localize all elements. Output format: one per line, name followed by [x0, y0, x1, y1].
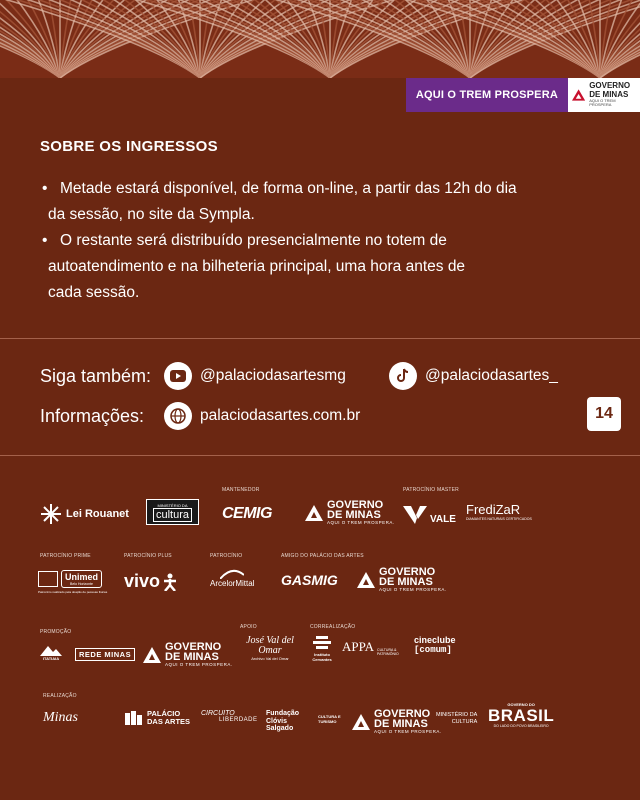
palacio-das-artes-logo — [125, 710, 190, 726]
gasmig-logo: GASMIG — [281, 572, 338, 588]
gov-sub: AQUI O TREM PROSPERA. — [165, 662, 233, 667]
minas-triangle-icon — [305, 505, 323, 521]
info-row — [40, 402, 360, 430]
unimed-note: Patrocínio realizado pela doação de pessoas físicas — [38, 590, 108, 594]
circuito-liberdade-logo — [201, 710, 258, 723]
governo-minas-logo — [143, 642, 233, 667]
minas-triangle-icon — [572, 89, 585, 101]
website-url: palaciodasartes.com.br — [200, 407, 361, 424]
unimed-logo — [38, 570, 107, 594]
youtube-handle: @palaciodasartesmg — [200, 367, 346, 384]
arcelormittal-logo — [210, 569, 254, 588]
brasil-sub: DO LADO DO POVO BRASILEIRO — [493, 724, 549, 728]
ministerio-cultura-logo — [436, 712, 477, 726]
caption-mantenedor: MANTENEDOR — [222, 487, 260, 493]
cineclube-logo — [414, 635, 456, 655]
youtube-icon — [164, 362, 192, 390]
caption-patrocinio: PATROCÍNIO — [210, 553, 243, 559]
gov-line2: DE MINAS — [165, 651, 219, 663]
bullet-1-line-2: da sessão, no site da Sympla. — [48, 206, 255, 223]
gov-line1: GOVERNO — [327, 499, 384, 511]
gov-line1: GOVERNO — [374, 708, 431, 720]
appa-sub: CULTURA & PATRIMÔNIO — [377, 648, 399, 656]
website-link[interactable] — [164, 402, 360, 430]
gov-line1: GOVERNO — [379, 566, 436, 578]
tiktok-icon — [389, 362, 417, 390]
youtube-link[interactable] — [164, 362, 389, 390]
minas-triangle-icon — [357, 572, 375, 588]
vivo-figure-icon — [163, 573, 177, 591]
minist-line1: MINISTÉRIO DA — [436, 712, 478, 718]
cervantes-icon — [313, 636, 331, 652]
gov-sub: AQUI O TREM PROSPERA. — [379, 587, 447, 592]
circuito-line2: LIBERDADE — [219, 717, 258, 723]
caption-master: PATROCÍNIO MASTER — [403, 487, 459, 493]
gov-line2: DE MINAS — [589, 89, 629, 99]
brand-tagline: AQUI O TREM PROSPERA — [406, 78, 568, 112]
itatiaia-logo — [40, 644, 62, 661]
arcelor-text: ArcelorMittal — [210, 579, 255, 588]
governo-minas-logo — [352, 709, 442, 734]
governo-brasil-logo — [488, 702, 554, 728]
comum-text: [comum] — [414, 645, 452, 655]
val-del-omar-text: José Val del Omar — [246, 635, 294, 656]
brand-bar — [406, 78, 640, 112]
val-del-omar-logo — [240, 636, 300, 661]
gov-line2: DE MINAS — [327, 509, 381, 521]
arcelor-swoosh-icon — [220, 569, 244, 579]
vale-logo — [403, 504, 456, 525]
gov-sub: AQUI O TREM PROSPERA — [589, 98, 616, 108]
caption-prime: PATROCÍNIO PRIME — [40, 553, 91, 559]
ministerio-cultura-logo — [146, 499, 199, 525]
caption-plus: PATROCÍNIO PLUS — [124, 553, 172, 559]
governo-minas-logo — [357, 567, 447, 592]
tiktok-handle: @palaciodasartes_ — [425, 367, 558, 384]
appa-logo — [342, 638, 407, 656]
itatiaia-mountain-icon — [40, 644, 62, 656]
governo-minas-logo — [305, 500, 395, 525]
val-del-omar-sub: Archivo Val del Omar — [251, 656, 289, 661]
brasil-top: GOVERNO DO — [507, 702, 535, 707]
section-title: SOBRE OS INGRESSOS — [40, 138, 218, 155]
bullet-2-line-3: cada sessão. — [48, 284, 140, 301]
globe-icon — [164, 402, 192, 430]
cervantes-text: Instituto Cervantes — [312, 652, 332, 662]
gov-line2: DE MINAS — [374, 718, 428, 730]
gov-sub: AQUI O TREM PROSPERA. — [327, 520, 395, 525]
minas-triangle-icon — [143, 647, 161, 663]
caption-apoio: APOIO — [240, 624, 257, 630]
clovis-line2: Clóvis — [266, 717, 288, 725]
fundacao-clovis-salgado-logo — [266, 710, 299, 733]
fredizar-text: FrediZaR — [466, 502, 521, 517]
caption-promocao: PROMOÇÃO — [40, 629, 72, 635]
circuito-line1: CIRCUITO — [201, 710, 235, 717]
palacio-line2: DAS ARTES — [147, 717, 191, 726]
bullet-2-line-1: • O restante será distribuído presencialmente no totem de — [60, 232, 447, 249]
gov-sub: AQUI O TREM PROSPERA. — [374, 729, 442, 734]
brasil-text: BRASIL — [488, 706, 555, 725]
cemig-logo: CEMIG — [222, 505, 272, 522]
cineclube-text: cineclube — [414, 635, 456, 645]
sponsor-logos — [0, 470, 640, 790]
unimed-text: Unimed — [65, 572, 99, 582]
vivo-logo — [124, 571, 177, 592]
list-item — [40, 176, 580, 228]
lei-rouanet-logo — [40, 503, 129, 525]
palacio-icon — [125, 711, 143, 725]
tiktok-link[interactable] — [389, 362, 558, 390]
cultura-text: cultura — [153, 508, 192, 522]
palacio-line1: PALÁCIO — [147, 709, 181, 718]
vale-v-icon — [403, 506, 427, 524]
divider-top — [0, 338, 640, 339]
gov-line1: GOVERNO — [589, 81, 631, 91]
lei-rouanet-text: Lei Rouanet — [66, 508, 129, 520]
rede-minas-logo: REDE MINAS — [75, 648, 135, 661]
minas-logo: Minas — [43, 710, 78, 725]
appa-text: APPA — [342, 639, 375, 654]
itatiaia-text: ITATIAIA — [42, 656, 60, 661]
cervantes-logo — [307, 636, 337, 662]
page-number: 14 — [587, 397, 621, 431]
list-item — [40, 228, 580, 306]
minas-triangle-icon — [352, 714, 370, 730]
rouanet-star-icon — [40, 503, 62, 525]
minist-line2: CULTURA — [451, 719, 478, 725]
fredizar-logo — [466, 502, 532, 521]
info-label: Informações: — [40, 405, 145, 426]
cultura-turismo-text: CULTURA E TURISMO — [318, 714, 341, 724]
cultura-small: MINISTÉRIO DA — [157, 502, 188, 508]
divider-bottom — [0, 455, 640, 456]
governo-minas-logo — [568, 78, 640, 112]
fredizar-sub: DIAMANTES NATURAIS CERTIFICADOS — [466, 517, 532, 521]
caption-realizacao: REALIZAÇÃO — [43, 693, 77, 699]
caption-correalizacao: CORREALIZAÇÃO — [310, 624, 356, 630]
ticket-info-list — [40, 176, 580, 306]
clovis-line1: Fundação — [266, 710, 300, 717]
bullet-2-line-2: autoatendimento e na bilheteria principal, uma hora antes de — [48, 258, 466, 275]
gov-line2: DE MINAS — [379, 576, 433, 588]
vivo-text: vivo — [124, 571, 161, 591]
clovis-line3: Salgado — [266, 725, 294, 732]
follow-row — [40, 362, 558, 390]
bullet-1-line-1: • Metade estará disponível, de forma on-line, a partir das 12h do dia — [60, 180, 517, 197]
vale-text: VALE — [430, 514, 456, 525]
unimed-tree-icon — [38, 571, 58, 587]
caption-amigo: AMIGO DO PALÁCIO DAS ARTES — [281, 553, 364, 559]
gov-line1: GOVERNO — [165, 641, 222, 653]
unimed-sub: Belo Horizonte — [70, 582, 93, 586]
follow-label: Siga também: — [40, 365, 152, 386]
header-pattern — [0, 0, 640, 78]
